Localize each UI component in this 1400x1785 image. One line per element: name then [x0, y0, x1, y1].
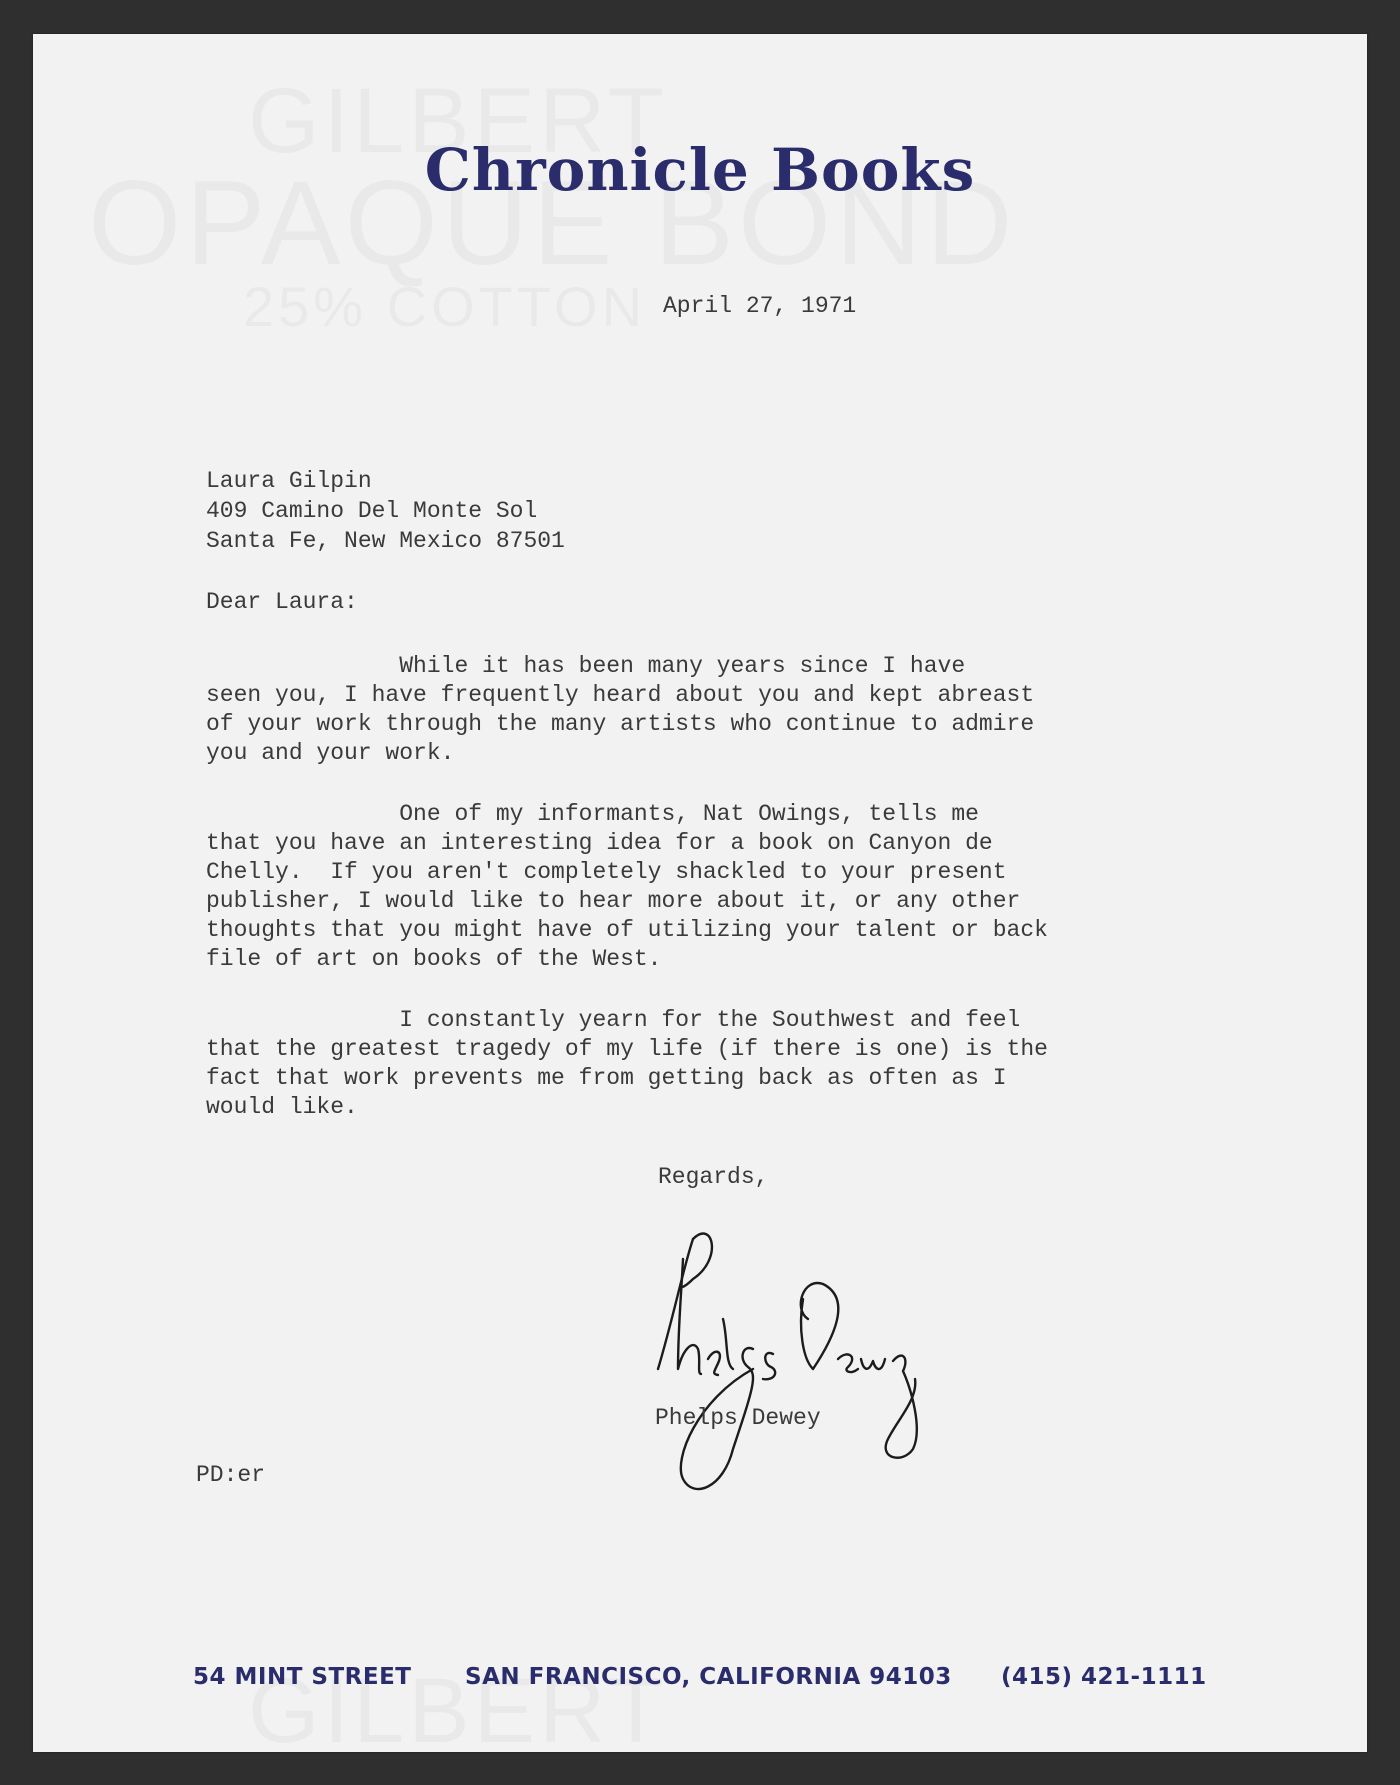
paragraph-line: seen you, I have frequently heard about you and kept abreast: [206, 682, 1035, 708]
salutation: Dear Laura:: [206, 589, 358, 615]
footer-street: 54 MINT STREET: [193, 1664, 412, 1690]
letterhead-logo: Chronicle Books: [424, 136, 976, 204]
paragraph-line: thoughts that you might have of utilizing your talent or back: [206, 917, 1048, 943]
paragraph-line: would like.: [206, 1094, 358, 1120]
paragraph-line: I constantly yearn for the Southwest and feel: [206, 1007, 1021, 1033]
letter-date: April 27, 1971: [663, 293, 857, 319]
handwritten-signature: [653, 1199, 993, 1519]
paragraph-line: that the greatest tragedy of my life (if there is one) is the: [206, 1036, 1048, 1062]
closing: Regards,: [658, 1164, 769, 1190]
paragraph-line: Chelly. If you aren't completely shackled to your present: [206, 859, 1007, 885]
recipient-name: Laura Gilpin: [206, 468, 372, 494]
paragraph-line: that you have an interesting idea for a book on Canyon de: [206, 830, 993, 856]
body-paragraph: [206, 800, 1106, 974]
footer-city: SAN FRANCISCO, CALIFORNIA 94103: [465, 1664, 952, 1690]
paragraph-line: you and your work.: [206, 740, 455, 766]
paragraph-line: file of art on books of the West.: [206, 946, 662, 972]
recipient-address: [206, 466, 565, 556]
recipient-street: 409 Camino Del Monte Sol: [206, 498, 538, 524]
letter-page: [33, 34, 1367, 1752]
body-paragraph: [206, 652, 1106, 768]
body-paragraph: [206, 1006, 1106, 1122]
paragraph-line: fact that work prevents me from getting back as often as I: [206, 1065, 1007, 1091]
paragraph-line: publisher, I would like to hear more about it, or any other: [206, 888, 1021, 914]
paragraph-line: One of my informants, Nat Owings, tells me: [206, 801, 979, 827]
signer-name: Phelps Dewey: [655, 1405, 821, 1431]
paragraph-line: of your work through the many artists who continue to admire: [206, 711, 1035, 737]
paragraph-line: While it has been many years since I have: [206, 653, 966, 679]
reference-initials: PD:er: [196, 1462, 266, 1488]
watermark-line: [243, 274, 646, 339]
recipient-city: Santa Fe, New Mexico 87501: [206, 528, 565, 554]
footer-phone: (415) 421-1111: [1001, 1664, 1207, 1690]
